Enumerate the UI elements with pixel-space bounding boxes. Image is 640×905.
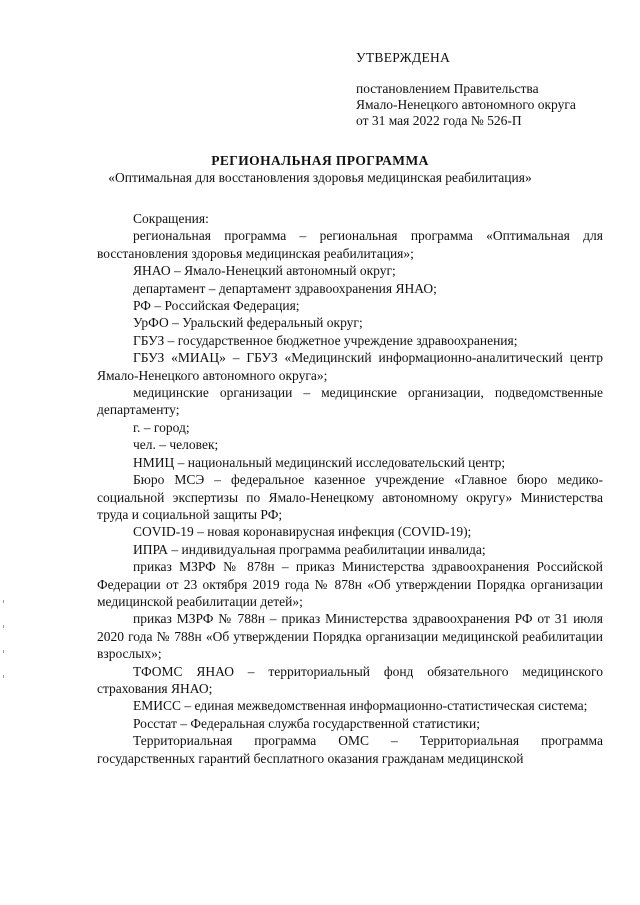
approval-title: УТВЕРЖДЕНА — [356, 50, 451, 65]
abbreviations-heading: Сокращения: — [133, 211, 209, 226]
abbreviation-item: медицинские организации – медицинские организации, подведомственные департаменту; — [97, 385, 603, 418]
abbreviations-list — [97, 210, 603, 767]
abbreviation-item: Территориальная программа ОМС – Территориальная программа государственных гарантий бесплатного оказания гражданам медицинской — [97, 733, 603, 766]
abbreviation-item: чел. – человек; — [133, 437, 219, 453]
scan-margin-marks — [3, 600, 7, 700]
abbreviation-item: приказ МЗРФ № 788н – приказ Министерства здравоохранения РФ от 31 июля 2020 года № 788н «Об утверждении Порядка организации медицинской реабилитации взрослых»; — [97, 611, 603, 662]
abbreviation-item: РФ – Российская Федерация; — [133, 298, 300, 314]
abbreviation-item: Бюро МСЭ – федеральное казенное учреждение «Главное бюро медико-социальной экспертизы по Ямало-Ненецкому автономному округу» Министерства труда и социальной защиты РФ; — [97, 472, 603, 522]
abbreviation-item: ИПРА – индивидуальная программа реабилитации инвалида; — [133, 541, 486, 557]
approval-block — [356, 50, 576, 129]
program-title: РЕГИОНАЛЬНАЯ ПРОГРАММА — [211, 153, 429, 168]
abbreviation-item: региональная программа – региональная программа «Оптимальная для восстановления здоровья медицинская реабилитация»; — [97, 228, 603, 261]
abbreviation-item: приказ МЗРФ № 878н – приказ Министерства здравоохранения Российской Федерации от 23 октября 2019 года № 878н «Об утверждении Порядка организации медицинской реабилитации детей»; — [97, 559, 603, 609]
abbreviation-item: ЯНАО – Ямало-Ненецкий автономный округ; — [133, 263, 396, 279]
approval-line: Ямало-Ненецкого автономного округа — [356, 97, 576, 112]
approval-line: постановлением Правительства — [356, 81, 539, 96]
abbreviation-item: ТФОМС ЯНАО – территориальный фонд обязательного медицинского страхования ЯНАО; — [97, 663, 603, 696]
abbreviation-item: ЕМИСС – единая межведомственная информационно-статистическая система; — [133, 698, 588, 714]
abbreviation-item: департамент – департамент здравоохранения ЯНАО; — [133, 280, 437, 296]
abbreviation-item: COVID-19 – новая коронавирусная инфекция (COVID-19); — [133, 524, 472, 540]
abbreviation-item: Росстат – Федеральная служба государственной статистики; — [133, 715, 480, 731]
abbreviation-item: ГБУЗ «МИАЦ» – ГБУЗ «Медицинский информационно-аналитический центр Ямало-Ненецкого автономного округа»; — [97, 350, 603, 383]
abbreviation-item: УрФО – Уральский федеральный округ; — [133, 315, 363, 331]
abbreviation-item: НМИЦ – национальный медицинский исследовательский центр; — [133, 454, 506, 470]
approval-line: от 31 мая 2022 года № 526-П — [356, 113, 522, 128]
program-heading — [0, 152, 640, 186]
abbreviation-item: г. – город; — [133, 419, 190, 435]
program-subtitle: «Оптимальная для восстановления здоровья медицинская реабилитация» — [108, 170, 532, 185]
abbreviation-item: ГБУЗ – государственное бюджетное учреждение здравоохранения; — [133, 332, 518, 348]
